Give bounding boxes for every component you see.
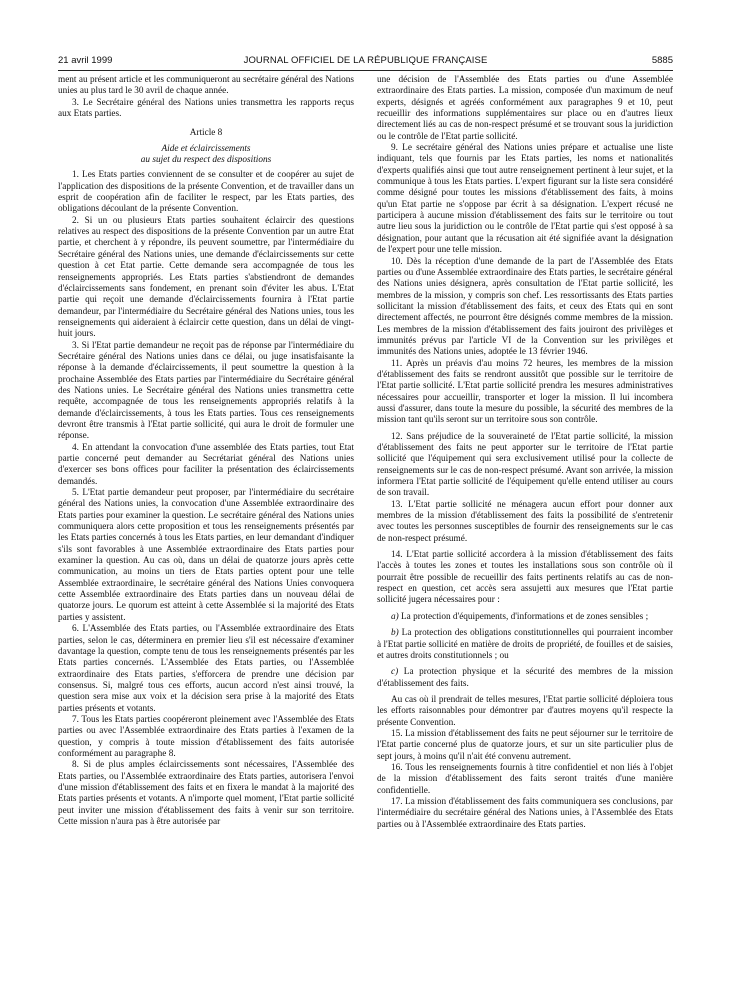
list-item-text: La protection physique et la sécurité des membres de la mission d'établissement des faits. [377,667,673,689]
paragraph: 3. Si l'Etat partie demandeur ne reçoit pas de réponse par l'intermédiaire du Secrétaire général des Nations unies dans ce délai, ou juge insatisfaisante la réponse à la demande d'éclaircissements, il peut soumettre la question à la prochaine Assemblée des Etats parties par l'intermédiaire du Secrétaire général des Nations unies. Le Secrétaire général des Nations unies transmettra cette requête, accompagnée de tous les renseignements appropriés relatifs à la demande d'éclaircissements, à tous les Etats parties. Tous ces renseignements devront être transmis à l'Etat partie sollicité, qui aura le droit de formuler une réponse. [58,340,354,442]
article-subtitle-line: au sujet du respect des dispositions [140,155,272,166]
list-item-text: La protection des obligations constitutionnelles qui pourraient incomber à l'Etat partie sollicité en matière de droits de propriété, de fouilles et de saisies, et autres droits constitutionnels ; ou [377,628,673,661]
paragraph: 16. Tous les renseignements fournis à titre confidentiel et non liés à l'objet de la mission d'établissement des faits seront traités d'une manière confidentielle. [377,762,673,796]
paragraph: 2. Si un ou plusieurs Etats parties souhaitent éclaircir des questions relatives au respect des dispositions de la présente Convention par un autre Etat partie, et cherchent à y répondre, ils peuvent soumettre, par l'intermédiaire du Secrétaire général des Nations unies, une demande d'éclaircissements sur cette question à cet Etat partie. Cette demande sera accompagnée de tous les renseignements appropriés. Les Etats parties s'abstiendront de demandes d'éclaircissements sans fondement, en prenant soin d'éviter les abus. L'Etat partie qui reçoit une demande d'éclaircissements fournira à l'Etat partie demandeur, par l'intermédiaire du Secrétaire général des Nations unies, tous les renseignements qui aideraient à éclaircir cette question, dans un délai de vingt-huit jours. [58,215,354,340]
article-heading: Article 8 [189,128,223,139]
header-date: 21 avril 1999 [58,55,113,66]
right-column [377,75,673,831]
left-column [58,75,354,828]
paragraph: ment au présent article et les communiqueront au secrétaire général des Nations unies au plus tard le 30 avril de chaque année. [58,75,354,97]
list-item [377,667,673,690]
paragraph: 15. La mission d'établissement des faits ne peut séjourner sur le territoire de l'Etat partie concerné plus de quatorze jours, et sur un site particulier plus de sept jours, à moins qu'il n'ait été convenu autrement. [377,728,673,762]
paragraph: Au cas où il prendrait de telles mesures, l'Etat partie sollicité déploiera tous les efforts raisonnables pour démontrer par d'autres moyens qu'il respecte la présente Convention. [377,694,673,728]
paragraph: 12. Sans préjudice de la souveraineté de l'Etat partie sollicité, la mission d'établissement des faits ne peut apporter sur le territoire de l'Etat partie sollicité que l'équipement qui sera exclusivement utilisé pour la collecte de renseignements sur le cas de non-respect présumé. Avant son arrivée, la mission informera l'Etat partie sollicité de l'équipement qu'elle entend utiliser au cours de son travail. [377,431,673,499]
paragraph: 7. Tous les Etats parties coopéreront pleinement avec l'Assemblée des Etats parties ou avec l'Assemblée extraordinaire des Etats parties à l'examen de la question, y compris à toute mission d'établissement des faits autorisée conformément au paragraphe 8. [58,714,354,759]
paragraph: 9. Le secrétaire général des Nations unies prépare et actualise une liste indiquant, tels que fournis par les Etats parties, les noms et nationalités d'experts qualifiés ainsi que tout autre renseignement pertinent à leur sujet, et la communique à tous les Etats parties. L'expert figurant sur la liste sera considéré comme désigné pour toutes les missions d'établissement des faits, à moins qu'un Etat partie ne s'oppose par écrit à sa désignation. L'expert récusé ne participera à aucune mission d'établissement des faits sur le territoire ou tout autre lieu sous la juridiction ou le contrôle de l'Etat partie qui s'est opposé à sa désignation, pour autant que la récusation ait été signifiée avant la désignation de l'expert pour une telle mission. [377,143,673,256]
article-subtitle-line: Aide et éclaircissements [161,143,251,154]
list-item-text: La protection d'équipements, d'informations et de zones sensibles ; [398,611,649,622]
journal-title: JOURNAL OFFICIEL DE LA RÉPUBLIQUE FRANÇAISE [243,55,488,66]
paragraph: 17. La mission d'établissement des faits communiquera ses conclusions, par l'intermédiaire du secrétaire général des Nations unies, à l'Assemblée des Etats parties ou à l'Assemblée extraordinaire des Etats parties. [377,796,673,830]
header-rule [58,70,673,71]
page-header [58,55,673,69]
paragraph: une décision de l'Assemblée des Etats parties ou d'une Assemblée extraordinaire des Etats parties. La mission, composée d'un maximum de neuf experts, désignés et agréés conformément aux paragraphes 9 et 10, peut recueillir des informations supplémentaires sur place ou en d'autres lieux directement liés au cas de non-respect présumé et se trouvant sous la juridiction ou le contrôle de l'Etat partie sollicité. [377,75,673,142]
paragraph: 14. L'Etat partie sollicité accordera à la mission d'établissement des faits l'accès à toutes les zones et toutes les installations sous son contrôle où il pourrait être possible de recueillir des faits pertinents relatifs au cas de non-respect en question, cet accès sera assujetti aux mesures que l'Etat partie sollicité jugera nécessaires pour : [377,550,673,606]
list-item-label: b) [391,628,399,639]
paragraph: 10. Dès la réception d'une demande de la part de l'Assemblée des Etats parties ou d'une Assemblée extraordinaire des Etats parties, le secrétaire général des Nations unies désignera, après consultation de l'Etat partie sollicité, les membres de la mission, y compris son chef. Les ressortissants des Etats parties sollicitant la mission d'établissement des faits, et ceux des Etats qui en sont directement affectés, ne pourront être désignés comme membres de la mission. Les membres de la mission d'établissement des faits jouiront des privilèges et immunités prévus par l'article VI de la Convention sur les privilèges et immunités des Nations unies, adoptée le 13 février 1946. [377,256,673,358]
list-item-label: a) [391,611,399,622]
paragraph: 5. L'Etat partie demandeur peut proposer, par l'intermédiaire du secrétaire général des Nations unies, la convocation d'une Assemblée extraordinaire des Etats parties pour examiner la question. Le secrétaire général des Nations unies communiquera alors cette proposition et tous les renseignements présentés par les Etats parties concernés à tous les Etats parties, en leur demandant d'indiquer s'ils sont favorables à une Assemblée extraordinaire des Etats parties pour examiner la question. Au cas où, dans un délai de quatorze jours après cette communication, au moins un tiers de Etats parties optent pour une telle Assemblée extraordinaire, le secrétaire général des Nations Unies convoquera cette Assemblée extraordinaire des Etats parties dans un nouveau délai de quatorze jours. Le quorum est atteint à cette Assemblée si la majorité des Etats parties y assistent. [58,488,354,623]
paragraph: 3. Le Secrétaire général des Nations unies transmettra les rapports reçus aux Etats parties. [58,97,354,120]
article-subtitle [58,144,354,167]
paragraph: 4. En attendant la convocation d'une assemblée des Etats parties, tout Etat partie concerné peut demander au Secrétariat général des Nations unies d'exercer ses bons offices pour faciliter la présentation des éclaircissements demandés. [58,442,354,487]
list-item [377,628,673,662]
paragraph: 1. Les Etats parties conviennent de se consulter et de coopérer au sujet de l'application des dispositions de la présente Convention, et de travailler dans un esprit de coopération afin de faciliter le respect, par les Etats parties, des obligations découlant de la présente Convention. [58,170,354,215]
paragraph: 8. Si de plus amples éclaircissements sont nécessaires, l'Assemblée des Etats parties, ou l'Assemblée extraordinaire des Etats parties, autorisera l'envoi d'une mission d'établissement des faits et en fixera le mandat à la majorité des Etats parties présents et votants. A n'importe quel moment, l'Etat partie sollicité peut inviter une mission d'établissement des faits à venir sur son territoire. Cette mission n'aura pas à être autorisée par [58,760,354,827]
list-item-label: c) [391,667,399,678]
page-number: 5885 [651,55,673,66]
paragraph: 13. L'Etat partie sollicité ne ménagera aucun effort pour donner aux membres de la mission d'établissement des faits la possibilité de s'entretenir avec toutes les personnes susceptibles de fournir des renseignements sur le cas de non-respect présumé. [377,499,673,544]
paragraph: 6. L'Assemblée des Etats parties, ou l'Assemblée extraordinaire des Etats parties, selon le cas, déterminera en premier lieu s'il est nécessaire d'examiner davantage la question, compte tenu de tous les renseignements présentés par les Etats parties concernés. L'Assemblée des Etats parties, ou l'Assemblée extraordinaire des Etats parties, s'efforcera de prendre une décision par consensus. Si, malgré tous ces efforts, aucun accord n'est ainsi trouvé, la question sera mise aux voix et la décision sera prise à la majorité des Etats parties présents et votants. [58,624,354,714]
paragraph: 11. Après un préavis d'au moins 72 heures, les membres de la mission d'établissement des faits se rendront aussitôt que possible sur le territoire de l'Etat partie sollicité. L'Etat partie sollicité prendra les mesures administratives nécessaires pour accueillir, transporter et loger la mission. Il lui incombera aussi d'assurer, dans toute la mesure du possible, la sécurité des membres de la mission tant qu'ils seront sur un territoire sous son contrôle. [377,358,673,426]
list-item [377,612,673,623]
